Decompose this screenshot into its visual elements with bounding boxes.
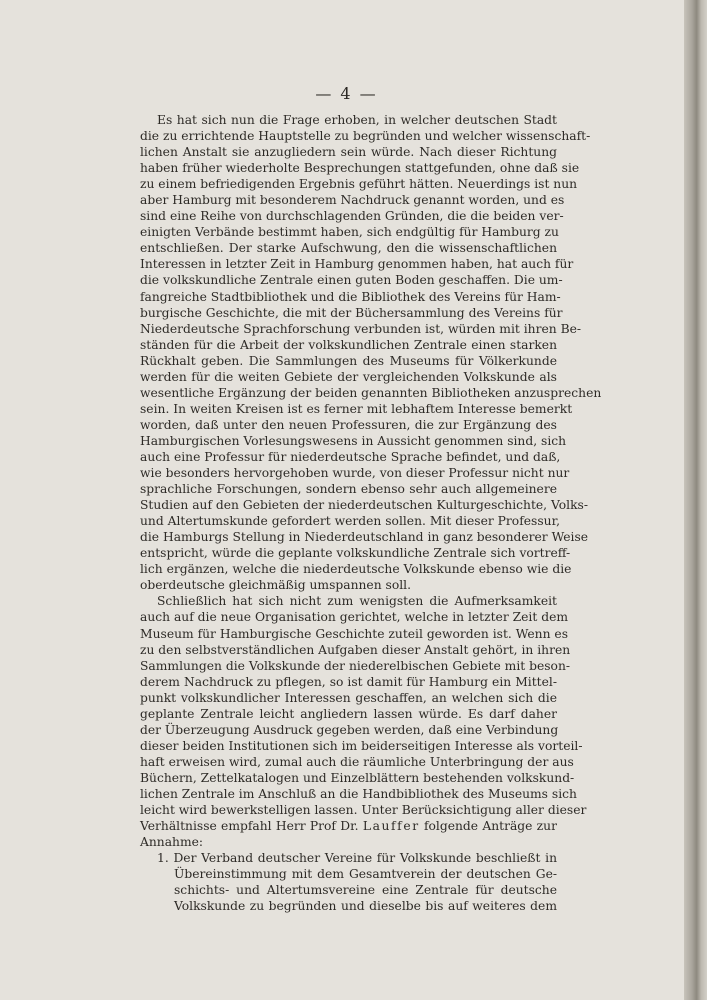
text-line: Schließlich hat sich nicht zum wenigsten die Aufmerksamkeit bbox=[157, 594, 557, 609]
text-line: Rückhalt geben. Die Sammlungen des Museums für Völkerkunde bbox=[140, 353, 557, 368]
text-line: Büchern, Zettelkatalogen und Einzelblättern bestehenden volkskund- bbox=[140, 770, 575, 785]
text-line: Studien auf den Gebieten der niederdeutschen Kulturgeschichte, Volks- bbox=[140, 498, 588, 513]
paragraph-1 bbox=[140, 112, 602, 593]
text-line: werden für die weiten Gebiete der vergleichenden Volkskunde als bbox=[140, 369, 557, 384]
text-line: auch eine Professur für niederdeutsche Sprache befindet, und daß, bbox=[140, 449, 561, 464]
text-line: haft erweisen wird, zumal auch die räumliche Unterbringung der aus bbox=[140, 754, 574, 769]
text-line: Niederdeutsche Sprachforschung verbunden ist, würden mit ihren Be- bbox=[140, 321, 582, 336]
text-line: leicht wird bewerkstelligen lassen. Unter Berücksichtigung aller dieser bbox=[140, 803, 587, 818]
person-name: Lauffer bbox=[362, 819, 420, 834]
text-line: oberdeutsche gleichmäßig umspannen soll. bbox=[140, 578, 412, 593]
text-line: derem Nachdruck zu pflegen, so ist damit für Hamburg ein Mittel- bbox=[140, 674, 557, 689]
text-line: Volkskunde zu begründen und dieselbe bis auf weiteres dem bbox=[174, 899, 557, 914]
text-line: ständen für die Arbeit der volkskundlichen Zentrale einen starken bbox=[140, 337, 557, 352]
text-line: einigten Verbände bestimmt haben, sich endgültig für Hamburg zu bbox=[140, 225, 559, 240]
text-line bbox=[140, 818, 557, 834]
text-line: lich ergänzen, welche die niederdeutsche Volkskunde ebenso wie die bbox=[140, 562, 572, 577]
text-line: entschließen. Der starke Aufschwung, den die wissenschaftlichen bbox=[140, 241, 557, 256]
text-line: Sammlungen die Volkskunde der niederelbischen Gebiete mit beson- bbox=[140, 658, 571, 673]
text-run: Verhältnisse empfahl Herr Prof Dr. bbox=[140, 819, 359, 834]
text-line: sprachliche Forschungen, sondern ebenso sehr auch allgemeinere bbox=[140, 482, 557, 497]
text-line: Es hat sich nun die Frage erhoben, in welcher deutschen Stadt bbox=[157, 113, 557, 127]
text-line: wie besonders hervorgehoben wurde, von dieser Professur nicht nur bbox=[140, 466, 570, 481]
text-line: und Altertumskunde gefordert werden sollen. Mit dieser Professur, bbox=[140, 514, 561, 529]
text-run: folgende Anträge zur bbox=[423, 819, 557, 834]
text-line: die volkskundliche Zentrale einen guten Boden geschaffen. Die um- bbox=[140, 273, 563, 288]
text-line: lichen Anstalt sie anzugliedern sein würde. Nach dieser Richtung bbox=[140, 145, 557, 160]
text-line: Annahme: bbox=[140, 835, 204, 850]
text-line: dieser beiden Institutionen sich im beiderseitigen Interesse als vorteil- bbox=[140, 738, 583, 753]
text-line: geplante Zentrale leicht angliedern lassen würde. Es darf daher bbox=[140, 706, 557, 721]
text-line: lichen Zentrale im Anschluß an die Handbibliothek des Museums sich bbox=[140, 786, 577, 801]
text-line: der Überzeugung Ausdruck gegeben werden, daß eine Verbindung bbox=[140, 722, 559, 737]
text-line: entspricht, würde die geplante volkskundliche Zentrale sich vortreff- bbox=[140, 546, 571, 561]
text-line: Übereinstimmung mit dem Gesamtverein der deutschen Ge- bbox=[174, 867, 557, 882]
text-line: sein. In weiten Kreisen ist es ferner mit lebhaftem Interesse bemerkt bbox=[140, 401, 573, 416]
text-line: schichts- und Altertumsvereine eine Zentrale für deutsche bbox=[174, 883, 557, 898]
page-number: — 4 — bbox=[315, 84, 378, 103]
text-line: auch auf die neue Organisation gerichtet, welche in letzter Zeit dem bbox=[140, 610, 569, 625]
paragraph-2 bbox=[140, 593, 587, 850]
text-line: die zu errichtende Hauptstelle zu begründen und welcher wissenschaft- bbox=[140, 129, 591, 144]
text-line: fangreiche Stadtbibliothek und die Bibliothek des Vereins für Ham- bbox=[140, 289, 561, 304]
text-line: worden, daß unter den neuen Professuren, die zur Ergänzung des bbox=[140, 417, 557, 432]
text-line: punkt volkskundlicher Interessen geschaffen, an welchen sich die bbox=[140, 690, 557, 705]
text-line: Interessen in letzter Zeit in Hamburg genommen haben, hat auch für bbox=[140, 257, 574, 272]
body-text bbox=[140, 112, 602, 914]
text-line: Museum für Hamburgische Geschichte zuteil geworden ist. Wenn es bbox=[140, 626, 569, 641]
text-line: wesentliche Ergänzung der beiden genannten Bibliotheken anzusprechen bbox=[140, 385, 602, 400]
page-edge bbox=[684, 0, 707, 1000]
text-line: aber Hamburg mit besonderem Nachdruck genannt worden, und es bbox=[140, 193, 565, 208]
text-line: 1. Der Verband deutscher Vereine für Volkskunde beschließt in bbox=[157, 851, 557, 866]
text-line: Hamburgischen Vorlesungswesens in Aussicht genommen sind, sich bbox=[140, 433, 567, 448]
text-line: sind eine Reihe von durchschlagenden Gründen, die die beiden ver- bbox=[140, 209, 564, 224]
numbered-item-1 bbox=[140, 850, 557, 914]
text-line: die Hamburgs Stellung in Niederdeutschland in ganz besonderer Weise bbox=[140, 530, 589, 545]
text-line: zu einem befriedigenden Ergebnis geführt hätten. Neuerdings ist nun bbox=[140, 177, 578, 192]
text-line: burgische Geschichte, die mit der Büchersammlung des Vereins für bbox=[140, 305, 563, 320]
text-line: zu den selbstverständlichen Aufgaben dieser Anstalt gehört, in ihren bbox=[140, 642, 571, 657]
text-line: haben früher wiederholte Besprechungen stattgefunden, ohne daß sie bbox=[140, 161, 580, 176]
